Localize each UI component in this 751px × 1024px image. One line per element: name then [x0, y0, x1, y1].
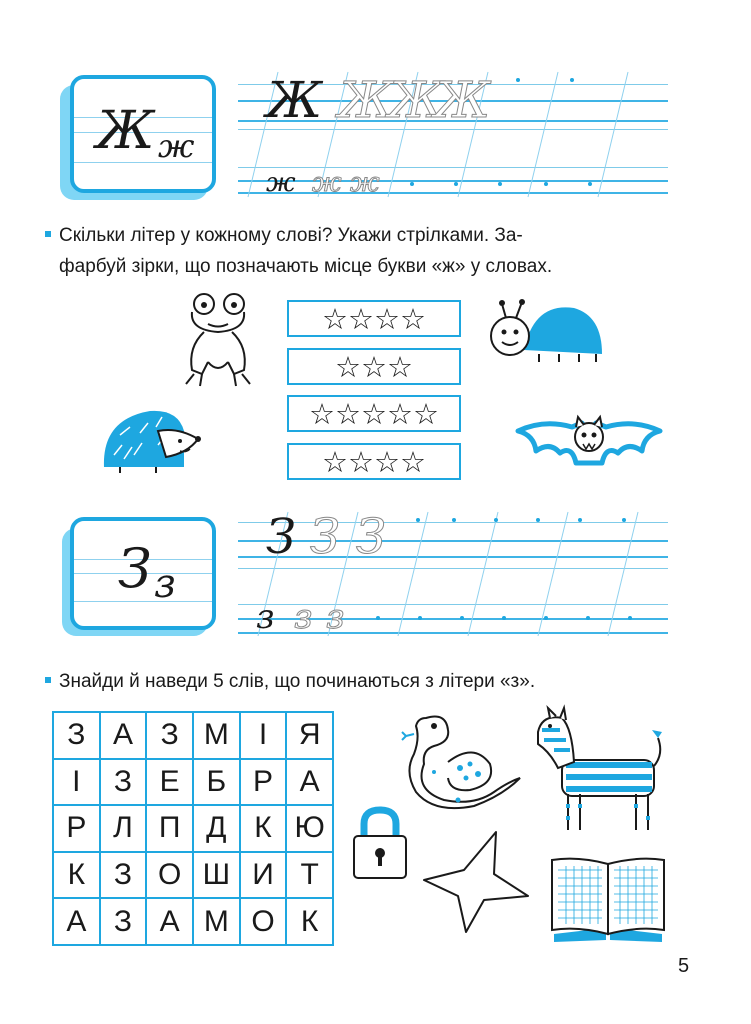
bullet-icon — [45, 677, 51, 683]
star-row-2[interactable]: ☆☆☆ — [287, 348, 461, 385]
grid-cell[interactable]: І — [239, 711, 288, 760]
bat-icon — [514, 405, 664, 475]
page-number: 5 — [678, 955, 690, 977]
grid-cell[interactable]: И — [239, 851, 288, 900]
grid-cell[interactable]: З — [52, 711, 101, 760]
grid-cell[interactable]: Т — [285, 851, 334, 900]
grid-cell[interactable]: Р — [52, 804, 101, 853]
cursive-upper-zh: Ж — [96, 101, 155, 161]
ladybug-icon — [484, 298, 614, 368]
grid-cell[interactable]: О — [145, 851, 194, 900]
writing-lines-z — [238, 509, 668, 638]
grid-cell[interactable]: З — [145, 711, 194, 760]
grid-cell[interactable]: З — [99, 758, 148, 807]
grid-cell[interactable]: З — [99, 897, 148, 946]
handwritten-lower-z: з — [256, 597, 275, 637]
zebra-icon — [528, 708, 668, 832]
notebook-icon — [548, 856, 668, 942]
traced-upper-zh-1: Ж — [338, 71, 395, 129]
handwritten-lower-zh: ж — [266, 168, 296, 198]
grid-cell[interactable]: М — [192, 711, 241, 760]
star-row-1[interactable]: ☆☆☆☆ — [287, 300, 461, 337]
traced-lower-zh-1: ж — [312, 168, 342, 198]
grid-cell[interactable]: З — [99, 851, 148, 900]
traced-upper-zh-2: Ж — [388, 71, 445, 129]
padlock-icon — [350, 806, 410, 882]
grid-cell[interactable]: І — [52, 758, 101, 807]
traced-lower-z-1: з — [294, 597, 313, 637]
star-row-4[interactable]: ☆☆☆☆ — [287, 443, 461, 480]
grid-cell[interactable]: Ю — [285, 804, 334, 853]
grid-cell[interactable]: Я — [285, 711, 334, 760]
star-icon — [420, 826, 530, 936]
task-instruction-1: Скільки літер у кожному слові? Укажи стрілками. За- фарбуй зірки, що позначають місце букви «ж» у словах. — [45, 220, 705, 282]
grid-cell[interactable]: Е — [145, 758, 194, 807]
traced-lower-z-2: з — [326, 597, 345, 637]
handwritten-upper-z: З — [266, 509, 296, 565]
word-search-grid — [53, 712, 333, 945]
bullet-icon — [45, 231, 51, 237]
grid-cell[interactable]: Б — [192, 758, 241, 807]
snake-icon — [404, 712, 524, 812]
cursive-lower-z: з — [154, 561, 176, 607]
grid-cell[interactable]: П — [145, 804, 194, 853]
cursive-upper-z: З — [118, 537, 152, 600]
grid-cell[interactable]: Д — [192, 804, 241, 853]
hedgehog-icon — [100, 405, 210, 475]
grid-cell[interactable]: Р — [239, 758, 288, 807]
task-instruction-2: Знайди й наведи 5 слів, що починаються з літери «з». — [45, 666, 705, 697]
grid-cell[interactable]: М — [192, 897, 241, 946]
cursive-lower-zh: ж — [158, 127, 195, 165]
grid-cell[interactable]: К — [239, 804, 288, 853]
grid-cell[interactable]: Ш — [192, 851, 241, 900]
grid-cell[interactable]: А — [145, 897, 194, 946]
traced-lower-zh-2: ж — [350, 168, 380, 198]
grid-cell[interactable]: А — [99, 711, 148, 760]
grid-cell[interactable]: К — [285, 897, 334, 946]
frog-icon — [182, 292, 262, 392]
grid-cell[interactable]: К — [52, 851, 101, 900]
traced-upper-z-2: З — [356, 509, 386, 565]
grid-cell[interactable]: О — [239, 897, 288, 946]
traced-upper-zh-3: Ж — [434, 71, 491, 129]
handwritten-upper-zh: Ж — [266, 71, 323, 129]
writing-lines-zh — [238, 72, 668, 202]
grid-cell[interactable]: Л — [99, 804, 148, 853]
star-row-3[interactable]: ☆☆☆☆☆ — [287, 395, 461, 432]
grid-cell[interactable]: А — [285, 758, 334, 807]
grid-cell[interactable]: А — [52, 897, 101, 946]
traced-upper-z-1: З — [310, 509, 340, 565]
